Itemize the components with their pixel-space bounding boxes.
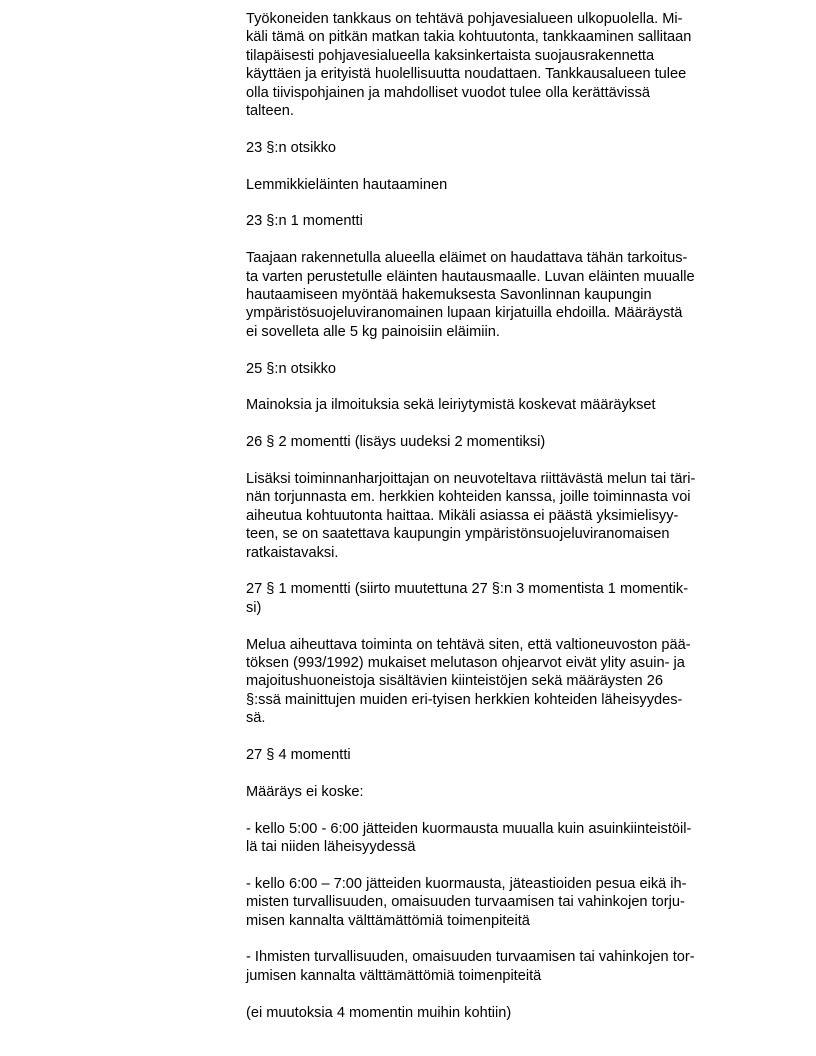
text-line: jumisen kannalta välttämättömiä toimenpiteitä xyxy=(246,967,542,984)
text-line: ei sovelleta alle 5 kg painoisiin eläimiin. xyxy=(246,323,500,340)
text-line: 23 §:n 1 momentti xyxy=(246,213,363,230)
text-line: 25 §:n otsikko xyxy=(246,360,337,377)
text-line: 27 § 1 momentti (siirto muutettuna 27 §:n 3 momentista 1 momentik- xyxy=(246,581,689,598)
text-line: töksen (993/1992) mukaiset melutason ohjearvot eivät ylity asuin- ja xyxy=(246,655,685,672)
text-line: ratkaistavaksi. xyxy=(246,544,339,561)
paragraph-tankkaus xyxy=(246,10,746,120)
text-line: talteen. xyxy=(246,103,294,120)
text-line: olla tiivispohjainen ja mahdolliset vuodot tulee olla kerättävissä xyxy=(246,84,650,101)
section-heading xyxy=(246,212,746,230)
text-line: käli tämä on pitkän matkan takia kohtuutonta, tankkaaminen sallitaan xyxy=(246,29,692,46)
text-line: sä. xyxy=(246,710,266,727)
text-line: 27 § 4 momentti xyxy=(246,747,351,764)
text-line: ta varten perustetulle eläinten hautausmaalle. Luvan eläinten muualle xyxy=(246,268,695,285)
section-heading xyxy=(246,746,746,764)
text-line: - kello 5:00 - 6:00 jätteiden kuormausta muualla kuin asuinkiinteistöil- xyxy=(246,820,692,837)
section-heading xyxy=(246,360,746,378)
list-item xyxy=(246,875,746,930)
text-line: aiheutua kohtuutonta haittaa. Mikäli asiassa ei päästä yksimielisyy- xyxy=(246,507,679,524)
section-heading xyxy=(246,139,746,157)
paragraph-intro xyxy=(246,783,746,801)
text-line: Työkoneiden tankkaus on tehtävä pohjavesialueen ulkopuolella. Mi- xyxy=(246,11,683,27)
text-line: Määräys ei koske: xyxy=(246,783,364,800)
text-line: misen kannalta välttämättömiä toimenpiteitä xyxy=(246,912,530,929)
text-line: Lisäksi toiminnanharjoittajan on neuvoteltava riittävästä melun tai täri- xyxy=(246,471,696,488)
text-line: Taajaan rakennetulla alueella eläimet on haudattava tähän tarkoitus- xyxy=(246,250,688,267)
text-line: lä tai niiden läheisyydessä xyxy=(246,839,416,856)
text-line: käyttäen ja erityistä huolellisuutta noudattaen. Tankkausalueen tulee xyxy=(246,66,687,83)
text-line: Lemmikkieläinten hautaaminen xyxy=(246,176,448,193)
text-line: Mainoksia ja ilmoituksia sekä leiriytymistä koskevat määräykset xyxy=(246,397,656,414)
text-line: 26 § 2 momentti (lisäys uudeksi 2 momentiksi) xyxy=(246,434,546,451)
text-line: (ei muutoksia 4 momentin muihin kohtiin) xyxy=(246,1004,512,1021)
list-item xyxy=(246,820,746,857)
section-title xyxy=(246,176,746,194)
text-line: - kello 6:00 – 7:00 jätteiden kuormausta, jäteastioiden pesua eikä ih- xyxy=(246,875,687,892)
text-line: tilapäisesti pohjavesialueella kaksinkertaista suojausrakennetta xyxy=(246,47,655,64)
paragraph-melua-aiheuttava xyxy=(246,636,746,728)
section-title xyxy=(246,396,746,414)
closing-note xyxy=(246,1004,746,1022)
text-line: §:ssä mainittujen muiden eri-tyisen herkkien kohteiden läheisyydes- xyxy=(246,691,683,708)
section-heading xyxy=(246,580,746,617)
section-heading xyxy=(246,433,746,451)
text-line: 23 §:n otsikko xyxy=(246,139,337,156)
text-line: misten turvallisuuden, omaisuuden turvaamisen tai vahinkojen torju- xyxy=(246,894,685,911)
list-item xyxy=(246,948,746,985)
text-line: - Ihmisten turvallisuuden, omaisuuden turvaamisen tai vahinkojen tor- xyxy=(246,949,695,966)
paragraph-hautaaminen xyxy=(246,249,746,341)
text-line: teen, se on saatettava kaupungin ympäristönsuojeluviranomaisen xyxy=(246,526,670,543)
text-line: ympäristösuojeluviranomainen lupaan kirjatuilla ehdoilla. Määräystä xyxy=(246,305,683,322)
text-line: hautaamiseen myöntää hakemuksesta Savonlinnan kaupungin xyxy=(246,287,652,304)
text-line: majoitushuoneistoja sisältävien kiinteistöjen sekä määräysten 26 xyxy=(246,673,663,690)
text-line: nän torjunnasta em. herkkien kohteiden kanssa, joille toiminnasta voi xyxy=(246,489,691,506)
text-line: Melua aiheuttava toiminta on tehtävä siten, että valtioneuvoston pää- xyxy=(246,636,691,653)
paragraph-melun-torjunta xyxy=(246,470,746,562)
document-page xyxy=(246,10,746,1040)
text-line: si) xyxy=(246,599,262,616)
